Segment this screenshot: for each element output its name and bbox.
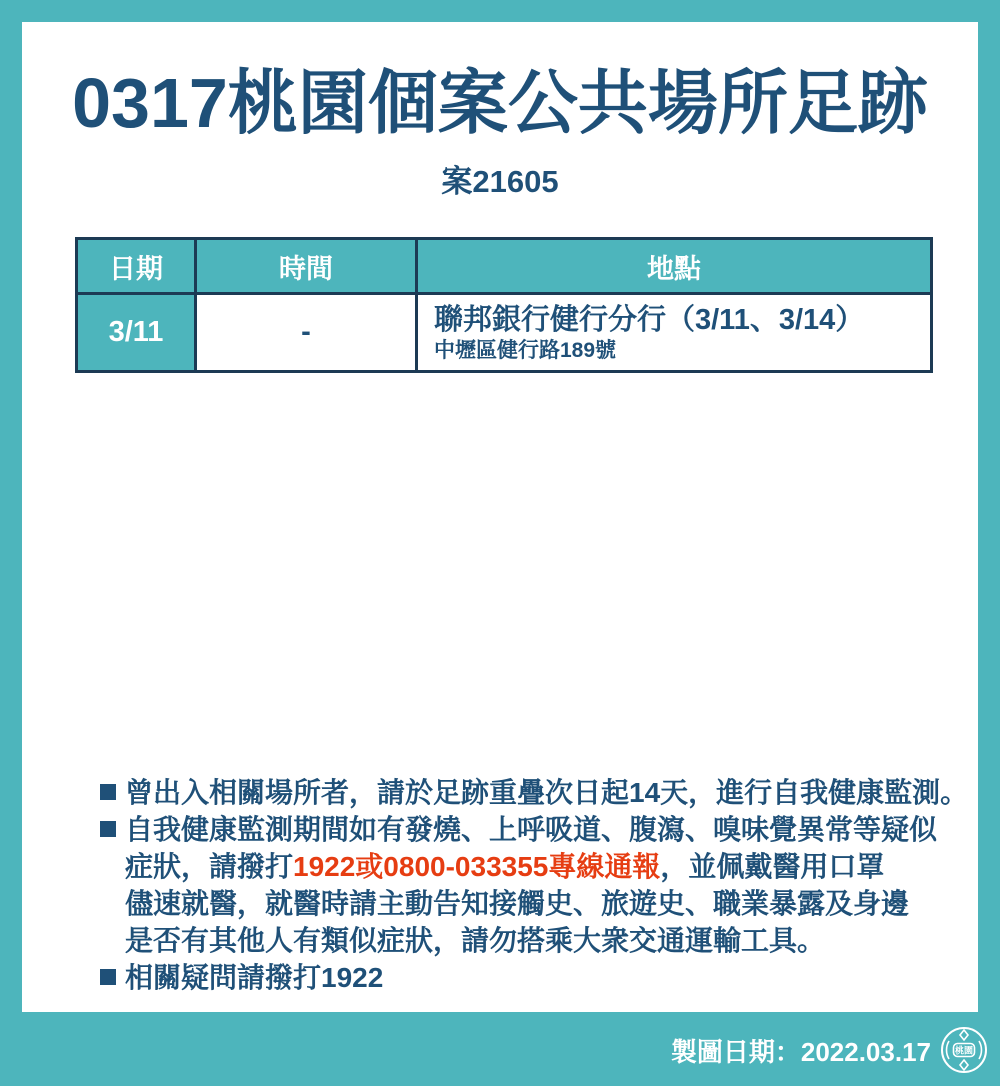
health-advisory-notes — [78, 774, 968, 996]
note-item-2-line-1 — [78, 811, 968, 848]
note-item-2-text-4: 是否有其他人有類似症狀，請勿搭乘大衆交通運輸工具。 — [125, 925, 826, 956]
note-item-2-text-3: 儘速就醫，就醫時請主動告知接觸史、旅遊史、職業暴露及身邊 — [125, 888, 910, 919]
note-item-1-text: 曾出入相關場所者，請於足跡重疊次日起14天，進行自我健康監測。 — [125, 777, 969, 808]
note-item-1 — [78, 774, 968, 811]
taoyuan-city-logo-icon — [940, 1026, 988, 1074]
place-title: 聯邦銀行健行分行（3/11、3/14） — [434, 303, 865, 336]
footprint-table — [75, 237, 933, 373]
note-item-2-text-2a: 症狀，請撥打 — [125, 851, 294, 882]
table-header-row — [77, 239, 932, 294]
note-item-2-line-4 — [78, 922, 968, 959]
made-date-label: 製圖日期：2022.03.17 — [670, 1036, 931, 1067]
column-header-date: 日期 — [77, 239, 196, 294]
column-header-time: 時間 — [196, 239, 417, 294]
hotline-numbers: 1922或0800-033355專線通報 — [293, 851, 661, 882]
case-number: 案21605 — [441, 164, 559, 199]
table-row — [77, 294, 932, 372]
page-title: 0317桃園個案公共場所足跡 — [72, 64, 928, 142]
place-address: 中壢區健行路189號 — [434, 338, 617, 362]
footprint-date: 3/11 — [77, 294, 196, 372]
bullet-square-icon — [100, 784, 116, 800]
bullet-square-icon — [100, 969, 116, 985]
footprint-time: - — [196, 294, 417, 372]
note-item-2-line-3 — [78, 885, 968, 922]
column-header-place: 地點 — [417, 239, 932, 294]
note-item-3-text: 相關疑問請撥打1922 — [125, 962, 384, 993]
footprint-place — [417, 294, 932, 372]
note-item-3 — [78, 959, 968, 996]
note-item-2-text-1: 自我健康監測期間如有發燒、上呼吸道、腹瀉、嗅味覺異常等疑似 — [125, 814, 938, 845]
logo-text: 桃園 — [954, 1045, 974, 1056]
footer — [671, 1024, 988, 1076]
note-item-2-text-2b: ，並佩戴醫用口罩 — [660, 851, 885, 882]
note-item-2-line-2 — [78, 848, 968, 885]
bullet-square-icon — [100, 821, 116, 837]
content-card — [22, 22, 978, 1012]
